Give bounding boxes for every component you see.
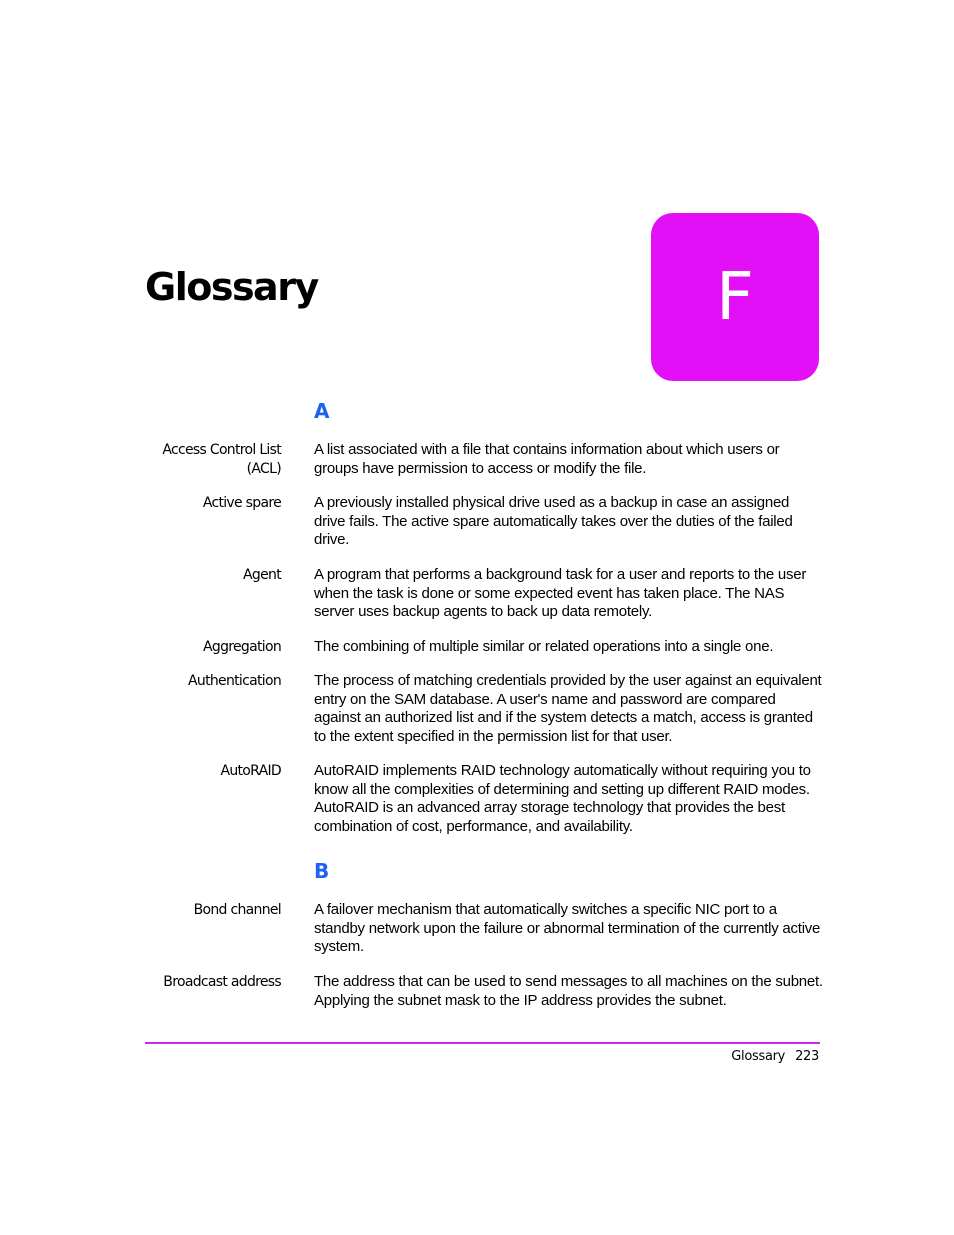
glossary-definition: A failover mechanism that automatically switches a specific NIC port to a standby network upon the failure or abnormal termination of the currently active system.	[314, 901, 821, 956]
glossary-definition: A list associated with a file that contains information about which users or groups have permission to access or modify the file.	[314, 441, 780, 477]
glossary-term: Agent	[243, 567, 281, 583]
glossary-definition: A previously installed physical drive used as a backup in case an assigned drive fails. The active spare automatically takes over the duties of the failed drive.	[314, 494, 793, 549]
glossary-definition: The combining of multiple similar or related operations into a single one.	[314, 638, 774, 655]
glossary-term: Aggregation	[203, 639, 281, 655]
glossary-term: Access Control List (ACL)	[162, 442, 281, 477]
page-number: 223	[795, 1049, 819, 1064]
chapter-title: Glossary	[145, 265, 318, 309]
section-letter-b: B	[314, 859, 330, 883]
section-letter-a: A	[314, 399, 330, 423]
glossary-term: AutoRAID	[220, 763, 281, 779]
glossary-term: Active spare	[202, 495, 281, 511]
glossary-term: Broadcast address	[163, 974, 281, 990]
glossary-term: Authentication	[188, 673, 281, 689]
glossary-definition: AutoRAID implements RAID technology automatically without requiring you to know all the complexities of determining and setting up different RAID modes. AutoRAID is an advanced array storage technology that provides the best combination of cost, performance, and availability.	[314, 762, 811, 836]
glossary-definition: The address that can be used to send messages to all machines on the subnet. Applying the subnet mask to the IP address provides the subnet.	[314, 973, 823, 1009]
chapter-tab-letter: F	[716, 258, 754, 335]
glossary-definition: The process of matching credentials provided by the user against an equivalent entry on the SAM database. A user's name and password are compared against an authorized list and if the system detects a match, access is granted to the extent specified in the permission list for that user.	[314, 672, 822, 746]
footer-label: Glossary	[731, 1049, 786, 1064]
chapter-tab	[651, 213, 819, 381]
glossary-term: Bond channel	[193, 902, 281, 918]
page-footer	[731, 1049, 819, 1064]
glossary-definition: A program that performs a background task for a user and reports to the user when the task is done or some expected event has taken place. The NAS server uses backup agents to back up data remotely.	[314, 566, 807, 621]
footer-rule	[145, 1042, 820, 1044]
